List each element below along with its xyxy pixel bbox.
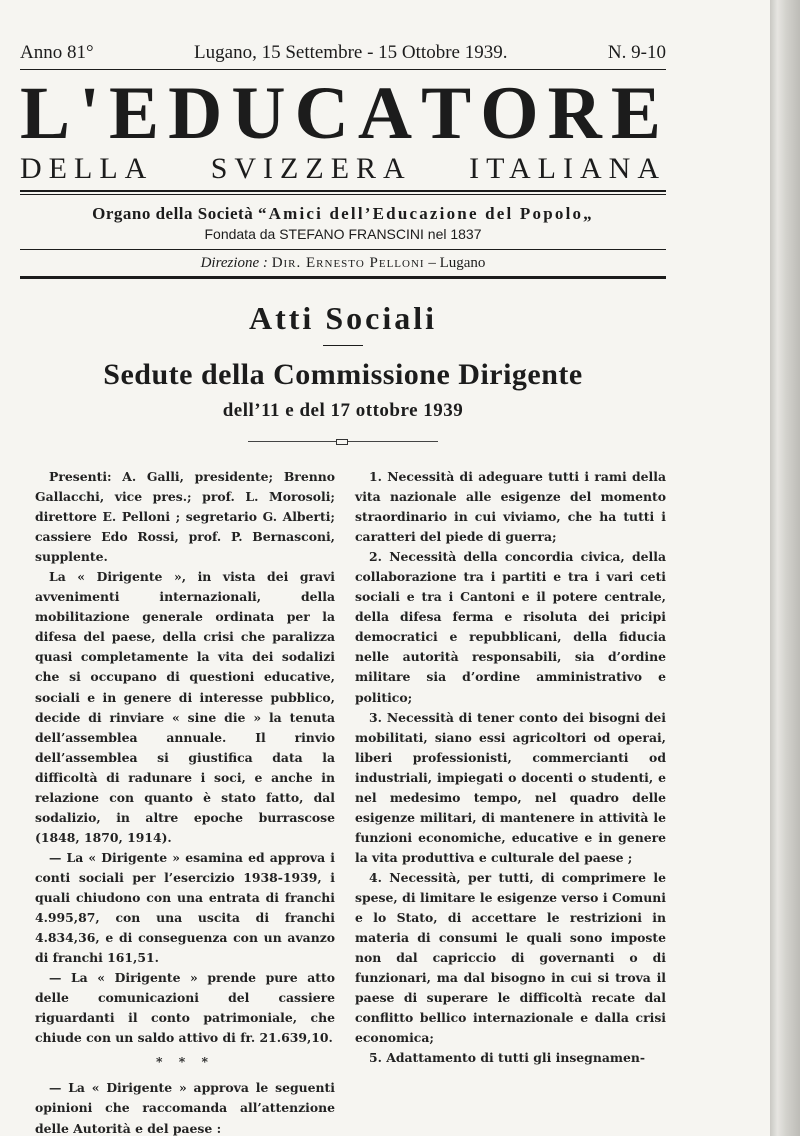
founder-rule [20,249,666,250]
opinion-item: 3. Necessità di tener conto dei bisogni dei mobilitati, siano essi agricoltori od operai, liberi professionisti, commercianti od industriali, impiegati o docenti o studenti, e nel medesimo tempo, nel quadro delle esigenze militari, di mantenere in attività le funzioni economiche, educative e in genere la vita produttiva e culturale del paese ; [355,709,666,865]
direction-place: Lugano [439,255,486,271]
masthead-letter: E [610,72,666,155]
issue-place-date: Lugano, 15 Settembre - 15 Ottobre 1939. [194,42,508,63]
opinion-item: 5. Adattamento di tutti gli insegnamen- [369,1050,646,1066]
direction-separator: – [428,255,436,271]
page-edge-shadow [770,0,800,1136]
postponement-paragraph: La « Dirigente », in vista dei gravi avvenimenti internazionali, della mobilitazione generale ordinata per la difesa del paese, della crisi che paralizza quasi completamente la vita dei sodalizi che si occupano di questioni educative, sociali e in genere di interesse pubblico, decide di rinviare « sine die » la tenuta dell’assemblea annuale. Il rinvio dell’assemblea si giustifica data la difficoltà di radunare i soci, e anche in relazione con quanto è stato fatto, dal sodalizio, in altre epoche burrascose (1848, 1870, 1914). [35,569,335,845]
opinion-item: 2. Necessità della concordia civica, della collaborazione tra i partiti e tra i vari ceti sociali e tra i Cantoni e il potere centrale, della difesa ferma e risoluta dei pricipi democratici e repubblicani, della fiducia nelle autorità responsabili, sia d’ordine militare sia d’ordine amministrativo e politico; [355,549,666,705]
masthead-letter: D [168,72,228,155]
organ-line [20,204,666,224]
article-subtitle: dell’11 e del 17 ottobre 1939 [222,400,464,421]
organ-prefix: Organo della Società [92,204,258,223]
masthead-rule-top [20,190,666,192]
patrimony-paragraph: — La « Dirigente » prende pure atto delle comunicazioni del cassiere riguardanti il conto patrimoniale, che chiude con un saldo attivo di fr. 21.639,10. [35,970,335,1046]
director-name: Dir. Ernesto Pelloni [271,255,425,271]
masthead-letter: T [421,72,477,155]
section-stars: * * * [155,1054,215,1070]
founder-line: Fondata da STEFANO FRANSCINI nel 1837 [204,226,482,242]
subtitle-word: DELLA [20,152,154,185]
right-column [355,467,666,1068]
left-column [35,467,335,1139]
opinion-item: 4. Necessità, per tutti, di comprimere le spese, di limitare le esigenze verso i Comuni e lo Stato, di accettare le restrizioni in materia di consumi le quali sono imposte non dal capriccio di governanti o di funzionari, ma dal bisogno in cui si trova il paese di superare le difficoltà recate dal conflitto bellico internazionale e dalla crisi economica; [355,869,666,1046]
article-title: Sedute della Commissione Dirigente [103,358,583,391]
masthead-letter: R [547,72,607,155]
masthead-letter: U [231,72,291,155]
masthead-letter: O [480,72,544,155]
issue-info-line [20,42,666,64]
masthead-letter: E [109,72,165,155]
direction-line [20,255,666,272]
direction-label: Direzione : [200,255,268,271]
opinion-item: 1. Necessità di adeguare tutti i rami della vita nazionale alle esigenze del momento straordinario in cui viviamo, che ha tutti i caratteri del piede di guerra; [355,469,666,545]
subtitle-word: ITALIANA [469,152,666,185]
opinions-intro-paragraph: — La « Dirigente » approva le seguenti opinioni che raccomanda all’attenzione delle Autorità e del paese : [35,1080,335,1136]
journal-masthead [20,74,666,154]
section-title: Atti Sociali [249,300,437,336]
masthead-letter: ' [79,72,105,155]
journal-subtitle [20,152,666,186]
subtitle-word: SVIZZERA [210,152,412,185]
top-rule [20,69,666,70]
masthead-letter: C [294,72,354,155]
header-bottom-rule [20,276,666,279]
attendees-paragraph: Presenti: A. Galli, presidente; Brenno Gallacchi, vice pres.; prof. L. Morosoli; direttore E. Pelloni ; segretario G. Alberti; cassiere Edo Rossi, prof. P. Bernasconi, supplente. [35,469,335,565]
ornamental-divider [248,437,438,447]
masthead-letter: L [20,72,76,155]
accounts-paragraph: — La « Dirigente » esamina ed approva i conti sociali per l’esercizio 1938-1939, i quali chiudono con una entrata di franchi 4.995,87, con una uscita di franchi 4.834,36, e di conseguenza con un avanzo di franchi 161,51. [35,849,335,966]
section-title-rule [323,345,363,346]
masthead-letter: A [357,72,418,155]
volume-year: Anno 81° [20,42,94,63]
masthead-rule-bottom [20,194,666,195]
issue-number: N. 9-10 [607,42,666,63]
society-name: “Amici dell’Educazione del Popolo„ [257,204,594,223]
